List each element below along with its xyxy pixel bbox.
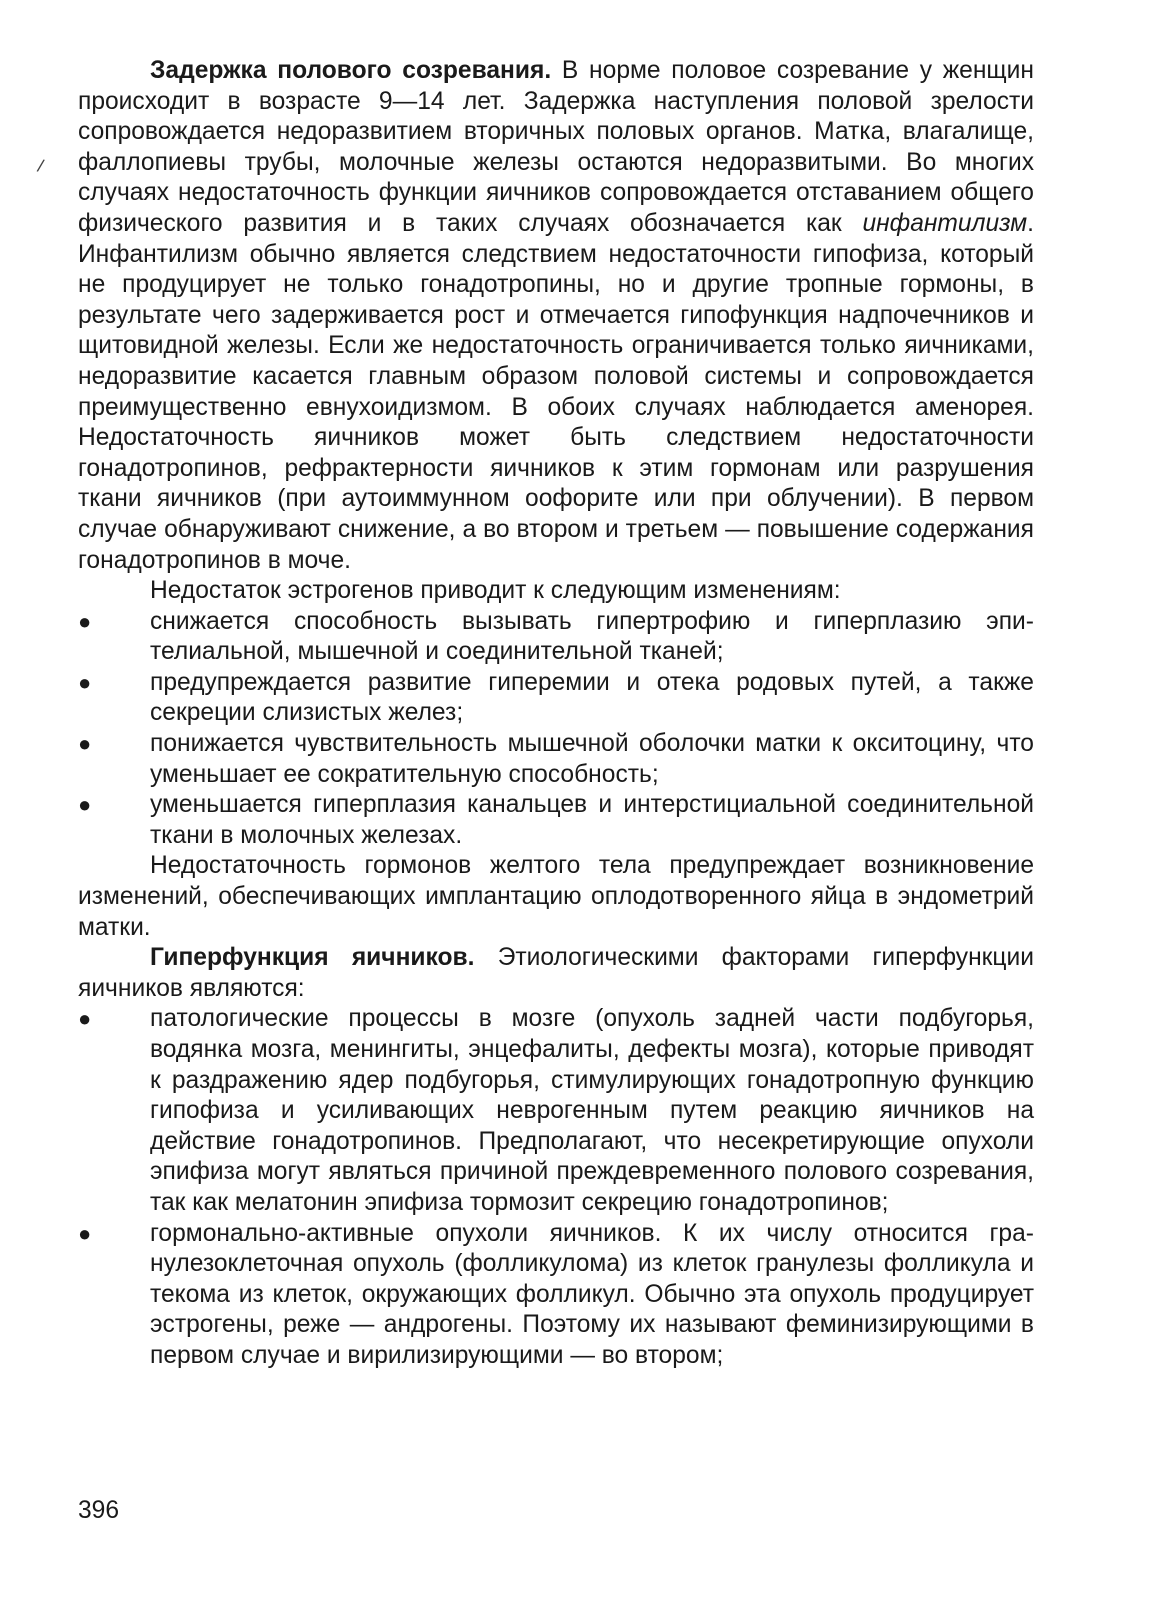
bullet-icon: ● <box>78 1006 92 1032</box>
bullet-icon: ● <box>78 731 92 757</box>
section-heading-delayed-puberty: Задержка полового созревания. <box>150 57 552 84</box>
paragraph-corpus-luteum: Недостаточность гормонов желтого тела предупреждает возникновение изменений, обеспечивающих имплантацию оплодотворенного яйца в эндометрий матки. <box>78 852 1034 941</box>
list-item-text: предупреждается развитие гиперемии и отека родовых путей, а также секреции слизистых желез; <box>150 668 1034 727</box>
list-item-text: патологические процессы в мозге (опухоль задней части подбугорья, водянка мозга, менингиты, энцефалиты, дефекты мозга), которые приводят к раздражению ядер подбугорья, стимулирующих гонадотропную функцию гипофиза и усиливающих неврогенным путем реакцию яичников на действие гонадотропинов. Предполагают, что несекретирующие опухоли эпифиза могут являться причиной преждевременного полового созревания, так как мелатонин эпифиза тормозит секрецию гонадотропинов; <box>150 1005 1034 1216</box>
list-item <box>78 607 1034 668</box>
bullet-icon: ● <box>78 608 92 634</box>
list-item-text: уменьшается гиперплазия канальцев и интерстициальной соединительной ткани в молочных железах. <box>150 791 1034 849</box>
estrogen-effects-list <box>78 607 1034 852</box>
hyperfunction-factors-list <box>78 1004 1034 1371</box>
list-item <box>78 1219 1034 1372</box>
list-item-text: снижается способность вызывать гипертрофию и гиперплазию эпителиальной, мышечной и соединительной тканей; <box>150 607 1034 666</box>
list-item-text: понижается чувствительность мышечной оболочки матки к окситоцину, что уменьшает ее сократительную способность; <box>150 730 1034 788</box>
section-heading-hyperfunction: Гиперфункция яичников. <box>150 944 475 972</box>
paragraph-text: Этиологическими факторами гиперфункции яичников являются: <box>78 944 1034 1002</box>
list-item <box>78 790 1034 851</box>
list-item <box>78 668 1034 729</box>
paragraph-delayed-puberty <box>78 56 1034 576</box>
list-item <box>78 729 1034 790</box>
margin-mark: / <box>35 155 46 177</box>
bullet-icon: ● <box>78 792 92 818</box>
paragraph-text: . Инфантилизм обычно является следствием недостаточности гипофиза, который не продуцирует не только гонадотропины, но и другие тропные гормоны, в результате чего задерживается рост и отмечается гипофункция надпочечников и щитовидной железы. Если же недостаточность ограничивается только яичниками, недоразвитие касается главным образом половой системы и сопровождается преимущественно евнухоидизмом. В обоих случаях наблюдается аменорея. Недостаточность яичников может быть следствием недостаточности гонадотропинов, рефрактерности яичников к этим гормонам или разрушения ткани яичников (при аутоиммунном оофорите или при облучении). В первом случае обнаруживают снижение, а во втором и третьем — повышение содержания гонадотропинов в моче. <box>78 209 1034 574</box>
paragraph-hyperfunction <box>78 943 1034 1004</box>
page-body <box>78 56 1034 1372</box>
list-item-text: гормонально-активные опухоли яичников. К их числу относится гранулезоклеточная опухоль (фолликулома) из клеток гранулезы фолликула и текома из клеток, окружающих фолликул. Обычно эта опухоль продуцирует эстрогены, реже — андрогены. Поэтому их называют феминизирующими в первом случае и вирилизирующими — во втором; <box>150 1219 1034 1369</box>
bullet-icon: ● <box>78 1220 92 1246</box>
page-number: 396 <box>78 1497 120 1524</box>
italic-term: инфантилизм <box>862 209 1028 237</box>
bullet-icon: ● <box>78 669 92 695</box>
list-item <box>78 1004 1034 1218</box>
paragraph-estrogen-lack: Недостаток эстрогенов приводит к следующим изменениям: <box>150 577 841 605</box>
paragraph-text: В норме половое созревание у женщин происходит в возрасте 9—14 лет. Задержка наступления половой зрелости сопровождается недоразвитием вторичных половых органов. Матка, влагалище, фаллопиевы трубы, молочные железы остаются недоразвитыми. Во многих случаях недостаточность функции яичников сопровождается отставанием общего физического развития и в таких случаях обозначается как <box>78 57 1034 237</box>
